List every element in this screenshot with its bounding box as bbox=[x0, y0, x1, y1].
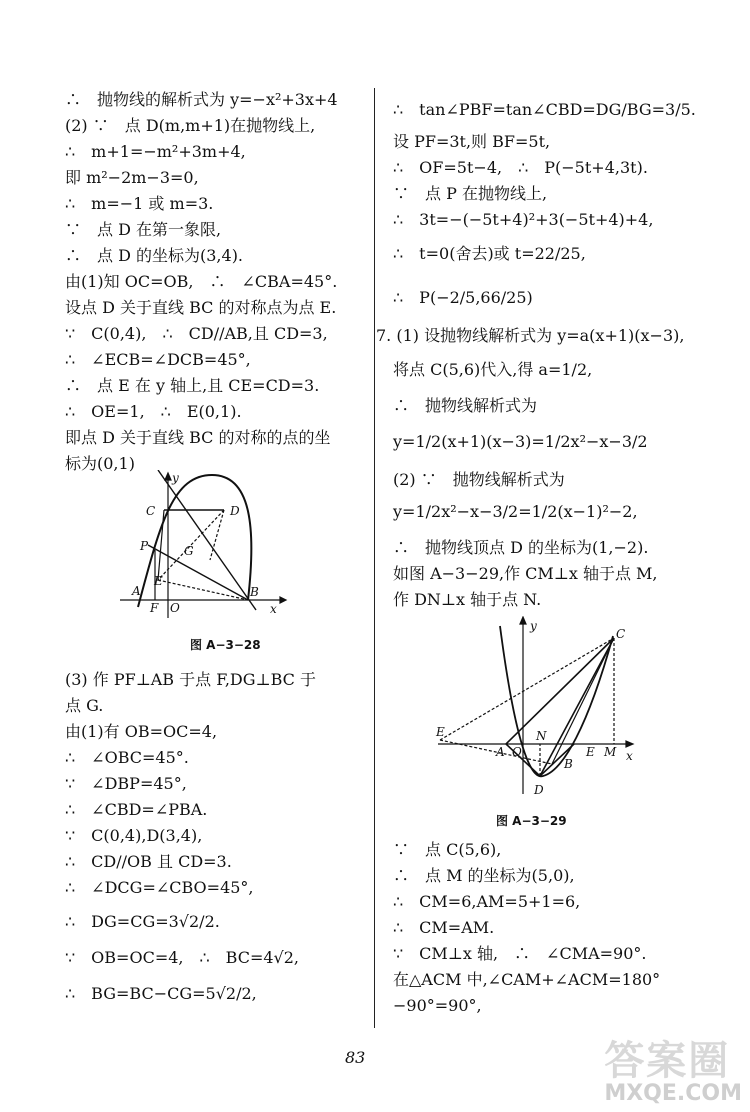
text-line: (2) ∵ 抛物线解析式为 bbox=[393, 470, 565, 489]
text-line: ∵ OB=OC=4, ∴ BC=4√2, bbox=[65, 948, 300, 967]
text-line: 在△ACM 中,∠CAM+∠ACM=180° bbox=[393, 970, 661, 989]
text-line: 设点 D 关于直线 BC 的对称点为点 E. bbox=[65, 298, 337, 317]
label-x: x bbox=[626, 749, 633, 763]
text-line: ∴ ∠CBD=∠PBA. bbox=[65, 800, 208, 819]
figure-a-3-29 bbox=[428, 616, 643, 806]
label-M: M bbox=[604, 745, 617, 759]
text-line: ∴ t=0(舍去)或 t=22/25, bbox=[393, 244, 586, 263]
label-E-axis: E bbox=[586, 745, 595, 759]
label-C: C bbox=[616, 627, 626, 641]
text-line: ∴ CM=6,AM=5+1=6, bbox=[393, 892, 581, 911]
text-line: y=1/2x²−x−3/2=1/2(x−1)²−2, bbox=[393, 502, 638, 521]
text-line: ∴ 点 M 的坐标为(5,0), bbox=[393, 866, 575, 885]
text-line: −90°=90°, bbox=[393, 996, 482, 1015]
text-line: ∵ CM⊥x 轴, ∴ ∠CMA=90°. bbox=[393, 944, 647, 963]
text-line: ∴ m+1=−m²+3m+4, bbox=[65, 142, 246, 161]
text-line: ∵ ∠DBP=45°, bbox=[65, 774, 187, 793]
label-B: B bbox=[564, 757, 573, 771]
label-x: x bbox=[270, 602, 277, 616]
text-line: ∴ 点 E 在 y 轴上,且 CE=CD=3. bbox=[65, 376, 320, 395]
text-line: (2) ∵ 点 D(m,m+1)在抛物线上, bbox=[65, 116, 316, 135]
text-line: ∴ CM=AM. bbox=[393, 918, 495, 937]
label-D: D bbox=[230, 504, 240, 518]
text-line: ∵ 点 C(5,6), bbox=[393, 840, 502, 859]
text-line: ∴ BG=BC−CG=5√2/2, bbox=[65, 984, 257, 1003]
text-line: ∴ tan∠PBF=tan∠CBD=DG/BG=3/5. bbox=[393, 100, 696, 119]
text-line: ∵ C(0,4), ∴ CD//AB,且 CD=3, bbox=[65, 324, 328, 343]
label-E: E bbox=[436, 725, 445, 739]
watermark-url: MXQE.COM bbox=[604, 1081, 742, 1106]
text-line: 即点 D 关于直线 BC 的对称的点的坐 bbox=[65, 428, 331, 447]
page-number: 83 bbox=[345, 1048, 366, 1067]
label-B: B bbox=[250, 585, 259, 599]
text-line: 设 PF=3t,则 BF=5t, bbox=[393, 132, 551, 151]
figure-caption: 图 A−3−28 bbox=[190, 638, 261, 652]
text-line: ∴ 抛物线解析式为 bbox=[393, 396, 538, 415]
text-line: 作 DN⊥x 轴于点 N. bbox=[393, 590, 542, 609]
label-G: G bbox=[184, 544, 194, 558]
label-F: F bbox=[150, 601, 159, 615]
label-y: y bbox=[530, 619, 537, 633]
label-O: O bbox=[512, 745, 522, 759]
text-line: ∴ 点 D 的坐标为(3,4). bbox=[65, 246, 244, 265]
text-line: 点 G. bbox=[65, 696, 104, 715]
column-divider bbox=[374, 88, 375, 1028]
text-line: 7. (1) 设抛物线解析式为 y=a(x+1)(x−3), bbox=[376, 326, 685, 345]
text-line: (3) 作 PF⊥AB 于点 F,DG⊥BC 于 bbox=[65, 670, 316, 689]
label-C: C bbox=[146, 504, 156, 518]
text-line: ∴ 抛物线的解析式为 y=−x²+3x+4 bbox=[65, 90, 338, 109]
text-line: ∵ 点 P 在抛物线上, bbox=[393, 184, 548, 203]
text-line: ∴ 抛物线顶点 D 的坐标为(1,−2). bbox=[393, 538, 649, 557]
label-D: D bbox=[534, 783, 544, 797]
label-A: A bbox=[132, 584, 141, 598]
text-line: ∴ P(−2/5,66/25) bbox=[393, 288, 533, 307]
watermark-logo-text: 答案圈 bbox=[604, 1038, 731, 1084]
text-line: ∵ C(0,4),D(3,4), bbox=[65, 826, 203, 845]
label-N: N bbox=[536, 729, 547, 743]
label-O: O bbox=[170, 601, 180, 615]
text-line: 由(1)有 OB=OC=4, bbox=[65, 722, 218, 741]
text-line: ∴ 3t=−(−5t+4)²+3(−5t+4)+4, bbox=[393, 210, 654, 229]
text-line: ∴ ∠ECB=∠DCB=45°, bbox=[65, 350, 251, 369]
text-line: ∴ OE=1, ∴ E(0,1). bbox=[65, 402, 242, 421]
watermark bbox=[604, 1038, 742, 1106]
label-E: E bbox=[154, 574, 163, 588]
text-line: 如图 A−3−29,作 CM⊥x 轴于点 M, bbox=[393, 564, 658, 583]
text-line: 标为(0,1) bbox=[65, 454, 135, 473]
text-line: ∵ 点 D 在第一象限, bbox=[65, 220, 222, 239]
text-line: ∴ m=−1 或 m=3. bbox=[65, 194, 214, 213]
text-line: 将点 C(5,6)代入,得 a=1/2, bbox=[393, 360, 593, 379]
label-P: P bbox=[140, 539, 149, 553]
text-line: 由(1)知 OC=OB, ∴ ∠CBA=45°. bbox=[65, 272, 338, 291]
text-line: 即 m²−2m−3=0, bbox=[65, 168, 199, 187]
text-line: ∴ CD//OB 且 CD=3. bbox=[65, 852, 232, 871]
figure-caption: 图 A−3−29 bbox=[496, 814, 567, 828]
text-line: ∴ DG=CG=3√2/2. bbox=[65, 912, 220, 931]
text-line: ∴ ∠OBC=45°. bbox=[65, 748, 189, 767]
text-line: ∴ ∠DCG=∠CBO=45°, bbox=[65, 878, 254, 897]
figure-a-3-28 bbox=[120, 470, 295, 620]
text-line: ∴ OF=5t−4, ∴ P(−5t+4,3t). bbox=[393, 158, 648, 177]
label-y: y bbox=[172, 471, 179, 485]
label-A: A bbox=[496, 745, 505, 759]
text-line: y=1/2(x+1)(x−3)=1/2x²−x−3/2 bbox=[393, 432, 648, 451]
